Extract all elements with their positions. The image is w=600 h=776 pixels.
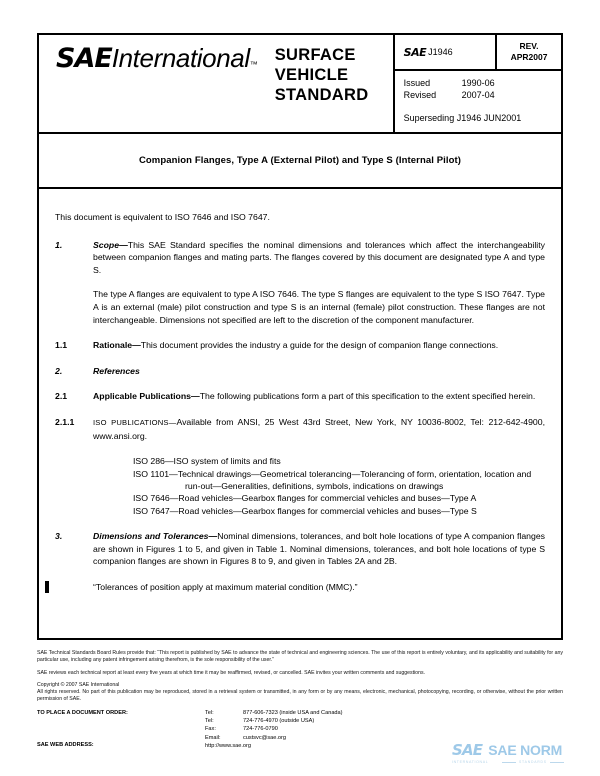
contact-value: 877-606-7323 (inside USA and Canada): [243, 710, 343, 716]
rule-right-icon: [550, 762, 564, 763]
clause-iso-publications-heading: ISO PUBLICATIONS—: [93, 417, 177, 427]
issued-label: Issued: [403, 78, 431, 88]
issued-row: [404, 77, 561, 89]
dates-cell: [395, 71, 561, 132]
clause-applicable-publications-text: The following publications form a part of this specification to the extent specified herein.: [199, 391, 536, 402]
clause-rationale-heading: Rationale—: [93, 340, 141, 351]
order-grid: [37, 709, 457, 749]
header-left: [39, 35, 393, 132]
clause-dimensions-body: [93, 530, 545, 568]
contact-row: [205, 709, 343, 717]
rights-text: All rights reserved. No part of this publication may be reproduced, stored in a retrieval system or transmitted, in any form or by any means, electronic, mechanical, photocopying, recording, or otherwise, without the prior written permission of SAE.: [37, 689, 563, 702]
contact-value[interactable]: custsvc@sae.org: [243, 734, 286, 741]
watermark-sub-right-text: STANDARDS: [519, 760, 547, 764]
contact-value: 724-776-4970 (outside USA): [243, 718, 315, 725]
title-row: [39, 134, 561, 189]
web-address-label: SAE WEB ADDRESS:: [37, 742, 94, 748]
web-address-row: [205, 742, 343, 750]
clause-references-heading: References: [93, 365, 140, 376]
page-title: Companion Flanges, Type A (External Pilot) and Type S (Internal Pilot): [138, 155, 462, 166]
clause-iso-publications-number: 2.1.1: [55, 416, 75, 427]
clause-iso-publications-text: Available from ANSI, 25 West 43rd Street, New York, NY 10036-8002, Tel: 212-642-4900, www.ansi.org.: [93, 416, 545, 441]
contact-value: 724-776-0790: [243, 726, 278, 733]
rev-value: APR2007: [510, 52, 548, 62]
doc-id-row: [395, 35, 561, 71]
clause-dimensions-number: 3.: [55, 531, 63, 542]
superseding-note: Superseding J1946 JUN2001: [403, 113, 522, 123]
iso-item-text: ISO 7647—Road vehicles—Gearbox flanges for commercial vehicles and buses—Type S: [133, 505, 477, 516]
watermark-sub-right: [502, 760, 564, 764]
sae-logo-mark: SAE: [56, 43, 112, 74]
rule-left-icon: [502, 762, 516, 763]
doc-number: J1946: [428, 47, 453, 57]
clause-iso-publications-body: [93, 416, 545, 442]
clause-applicable-publications-number: 2.1: [55, 391, 68, 402]
clause-references-number: 2.: [55, 365, 63, 376]
revised-value: 2007-04: [461, 90, 495, 100]
order-label: TO PLACE A DOCUMENT ORDER:: [37, 710, 128, 716]
clause-dimensions: [55, 530, 545, 568]
clause-scope-heading: Scope—: [93, 239, 128, 250]
sae-mini-logo: SAE: [403, 45, 427, 59]
standard-type-line-2: VEHICLE: [274, 66, 349, 84]
iso-item-text: ISO 1101—Technical drawings—Geometrical tolerancing—Tolerancing of form, orientation, location and: [133, 468, 532, 479]
contact-row: [205, 725, 343, 733]
clause-rationale: [55, 339, 545, 352]
copyright-text: Copyright © 2007 SAE International: [37, 682, 120, 688]
clause-scope-text: This SAE Standard specifies the nominal dimensions and tolerances which affect the interchangeability between companion flanges and mating parts. The flanges covered by this document are designated type A and type S.: [93, 239, 545, 275]
standard-type: [275, 45, 369, 105]
clause-dimensions-heading: Dimensions and Tolerances—: [93, 531, 218, 542]
iso-item-text: ISO 286—ISO system of limits and fits: [133, 456, 281, 467]
rev-label: REV.: [519, 41, 539, 51]
sae-norm-watermark: [452, 741, 574, 767]
sae-watermark-logo-icon: SAE: [452, 741, 483, 759]
order-block: [37, 709, 457, 749]
iso-item-continuation: run-out—Generalities, definitions, symbols, indications on drawings: [185, 480, 444, 491]
issued-value: 1990-06: [461, 78, 495, 88]
contact-key: Tel:: [205, 710, 214, 716]
document-body: [39, 189, 561, 594]
clause-scope-body: [93, 239, 545, 327]
iso-item-text: ISO 7646—Road vehicles—Gearbox flanges for commercial vehicles and buses—Type A: [133, 493, 477, 504]
contact-row: [205, 734, 343, 742]
clause-applicable-publications: [55, 390, 545, 403]
sae-international-logo: [56, 45, 258, 72]
clause-references: [55, 365, 545, 378]
clause-scope-paragraph2: The type A flanges are equivalent to type A ISO 7646. The type S flanges are equivalent to the type S ISO 7647. Type A is an external (male) pilot construction and type S is an internal (female) pilot construction. These flanges are not interchangeable. Dimensions not specified are left to the discretion of the component manufacturer.: [93, 289, 545, 325]
clause-iso-publications: [55, 416, 545, 442]
revised-row: [404, 89, 561, 101]
contact-key: Tel:: [205, 718, 214, 725]
review-note-text: SAE reviews each technical report at least every five years at which time it may be reaffirmed, revised, or cancelled. SAE invites your written comments and suggestions.: [37, 670, 425, 676]
list-item: [133, 455, 545, 467]
order-contacts: [205, 709, 343, 750]
clause-applicable-publications-heading: Applicable Publications—: [93, 391, 200, 402]
contact-row: [205, 717, 343, 725]
change-bar-icon: [45, 581, 49, 593]
revised-label: Revised: [403, 90, 437, 100]
board-rules-text: SAE Technical Standards Board Rules provide that: “This report is published by SAE to advance the state of technical and engineering sciences. The use of this report is entirely voluntary, and its applicability and suitability for any particular use, including any patent infringement arising therefrom, is the sole responsibility of the user.”: [37, 650, 563, 663]
clause-applicable-publications-body: [93, 390, 545, 403]
sae-logo-word: International: [111, 43, 250, 73]
footer-legal: [37, 650, 563, 709]
contact-key: Fax:: [205, 726, 216, 733]
document-frame: [37, 33, 563, 640]
watermark-row: [452, 741, 574, 759]
list-item: [133, 505, 545, 517]
watermark-text: SAE NORM: [488, 742, 563, 758]
clause-rationale-number: 1.1: [55, 340, 68, 351]
revision-cell: [495, 35, 561, 69]
clause-dimensions-text: Nominal dimensions, tolerances, and bolt hole locations of type A companion flanges are shown in Figures 1 to 5, and given in Table 1. Nominal dimensions, tolerances, and bolt hole locations of type S companion flanges are shown in Figures 8 to 9, and given in Tables 2A and 2B.: [93, 531, 546, 567]
trademark-icon: ™: [249, 60, 258, 69]
list-item: [133, 468, 545, 493]
list-item: [133, 492, 545, 504]
watermark-sub-left: INTERNATIONAL: [452, 760, 489, 764]
clause-rationale-body: [93, 339, 545, 352]
contact-key: Email:: [205, 734, 221, 741]
web-address-value[interactable]: http://www.sae.org: [205, 742, 252, 749]
iso-reference-list: [133, 455, 545, 517]
standard-type-line-3: STANDARD: [274, 86, 369, 104]
clause-scope-number: 1.: [55, 239, 63, 250]
doc-number-cell: [395, 35, 495, 69]
clause-references-body: [93, 365, 545, 378]
clause-rationale-text: This document provides the industry a guide for the design of companion flange connections.: [140, 340, 499, 351]
document-header: [39, 35, 561, 134]
clause-scope: [55, 239, 545, 327]
header-right: [393, 35, 561, 132]
standard-type-line-1: SURFACE: [274, 46, 356, 64]
watermark-subrow: [452, 760, 574, 764]
mmc-note-row: [55, 581, 545, 594]
equivalence-note: This document is equivalent to ISO 7646 and ISO 7647.: [55, 212, 270, 222]
mmc-note: “Tolerances of position apply at maximum material condition (MMC).”: [93, 581, 358, 592]
